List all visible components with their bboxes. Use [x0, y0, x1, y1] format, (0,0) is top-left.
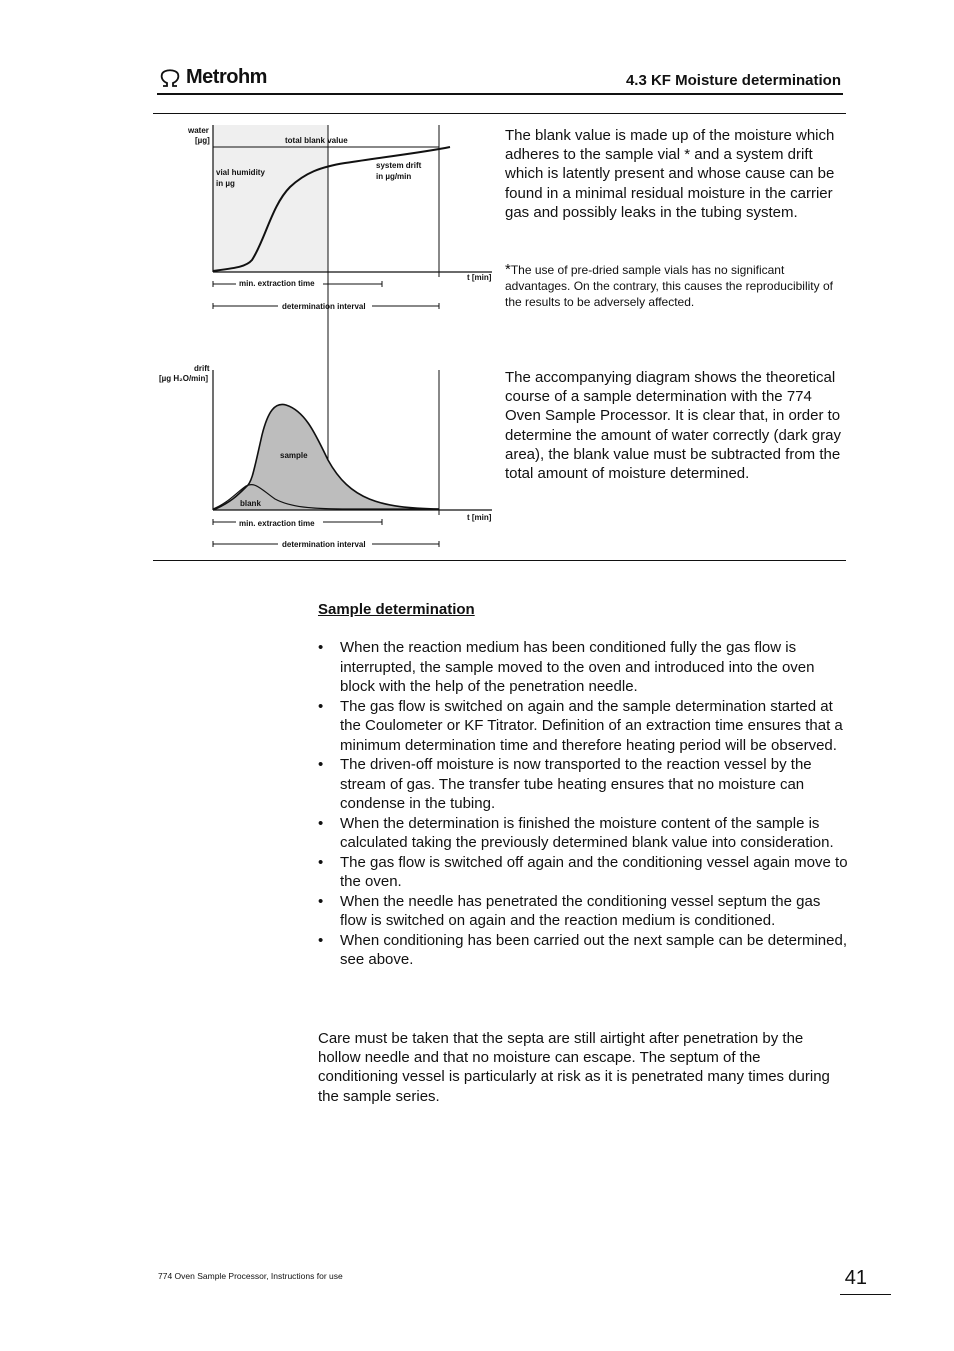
list-item: • When the determination is finished the moisture content of the sample is calculated taking the previously determined blank value into consideration.	[318, 814, 834, 851]
list-item: • When the reaction medium has been conditioned fully the gas flow is interrupted, the sample moved to the oven and introduced into the oven block with the help of the penetration needle.	[318, 639, 815, 695]
figure-top-rule	[153, 113, 846, 114]
system-drift-label-2: in µg/min	[376, 172, 412, 181]
bullet-icon: •	[318, 697, 324, 715]
footer-doc-title: 774 Oven Sample Processor, Instructions for use	[158, 1271, 343, 1281]
list-item: • The gas flow is switched off again and the conditioning vessel again move to the oven.	[318, 853, 848, 890]
omega-icon	[158, 68, 182, 88]
header-rule	[157, 93, 843, 95]
footnote	[505, 262, 843, 310]
diagram-explanation-paragraph: The accompanying diagram shows the theoretical course of a sample determination with the 774 Oven Sample Processor. It is clear that, in order to determine the amount of water correctly (dark gray area), the blank value must be subtracted from the total amount of moisture determined.	[505, 369, 841, 483]
sample-determination-heading: Sample determination	[318, 601, 475, 618]
logo-text: Metrohm	[186, 66, 267, 88]
list-item: • When the needle has penetrated the conditioning vessel septum the gas flow is switched on again and the reaction medium is conditioned.	[318, 892, 821, 929]
footnote-text: The use of pre-dried sample vials has no significant advantages. On the contrary, this causes the reproducibility of the results to be adversely affected.	[505, 263, 833, 309]
bullet-icon: •	[318, 892, 324, 910]
bottom-determination-interval-label: determination interval	[282, 540, 366, 549]
total-blank-value-label: total blank value	[285, 136, 348, 145]
page-number-rule	[840, 1294, 891, 1295]
system-drift-label-1: system drift	[376, 161, 422, 170]
sample-label: sample	[280, 451, 308, 460]
top-determination-interval-label: determination interval	[282, 302, 366, 311]
bullet-icon: •	[318, 931, 324, 949]
blank-label: blank	[240, 499, 261, 508]
bullet-icon: •	[318, 853, 324, 871]
bullet-icon: •	[318, 756, 324, 773]
top-y-label-2: [µg]	[195, 136, 210, 145]
bullet-icon: •	[318, 814, 324, 832]
footnote-star: *	[505, 261, 511, 278]
section-title: 4.3 KF Moisture determination	[625, 72, 841, 89]
bottom-min-extraction-label: min. extraction time	[239, 519, 315, 528]
septa-caution-paragraph: Care must be taken that the septa are still airtight after penetration by the hollow needle and that no moisture can escape. The septum of the conditioning vessel is particularly at risk as it is penetrated many times during the sample series.	[318, 1030, 830, 1105]
page-number: 41	[844, 1267, 867, 1289]
blank-value-diagram	[150, 115, 500, 560]
blank-value-paragraph: The blank value is made up of the moisture which adheres to the sample vial * and a system drift which is latently present and whose cause can be found in a minimal residual moisture in the carrier gas and possibly leaks in the tubing system.	[505, 127, 835, 221]
sample-determination-list	[318, 638, 848, 970]
bottom-y-label-1: drift	[194, 364, 210, 373]
list-item: • The gas flow is switched on again and the sample determination started at the Coulometer or KF Titrator. Definition of an extraction time ensures that a minimum determination time and therefore heating period will be observed.	[318, 697, 843, 754]
vial-humidity-label-2: in µg	[216, 179, 235, 188]
top-min-extraction-label: min. extraction time	[239, 279, 315, 288]
list-item: • The driven-off moisture is now transported to the reaction vessel by the stream of gas. The transfer tube heating ensures that no moisture can condense in the tubing.	[318, 756, 812, 812]
bottom-x-label: t [min]	[467, 513, 492, 522]
top-x-label: t [min]	[467, 273, 492, 282]
vial-humidity-label-1: vial humidity	[216, 168, 265, 177]
bullet-icon: •	[318, 639, 324, 656]
figure-bottom-rule	[153, 560, 846, 561]
bottom-y-label-2: [µg H₂O/min]	[159, 374, 209, 383]
top-y-label-1: water	[188, 126, 209, 135]
list-item: • When conditioning has been carried out the next sample can be determined, see above.	[318, 931, 847, 968]
metrohm-logo	[158, 66, 267, 89]
